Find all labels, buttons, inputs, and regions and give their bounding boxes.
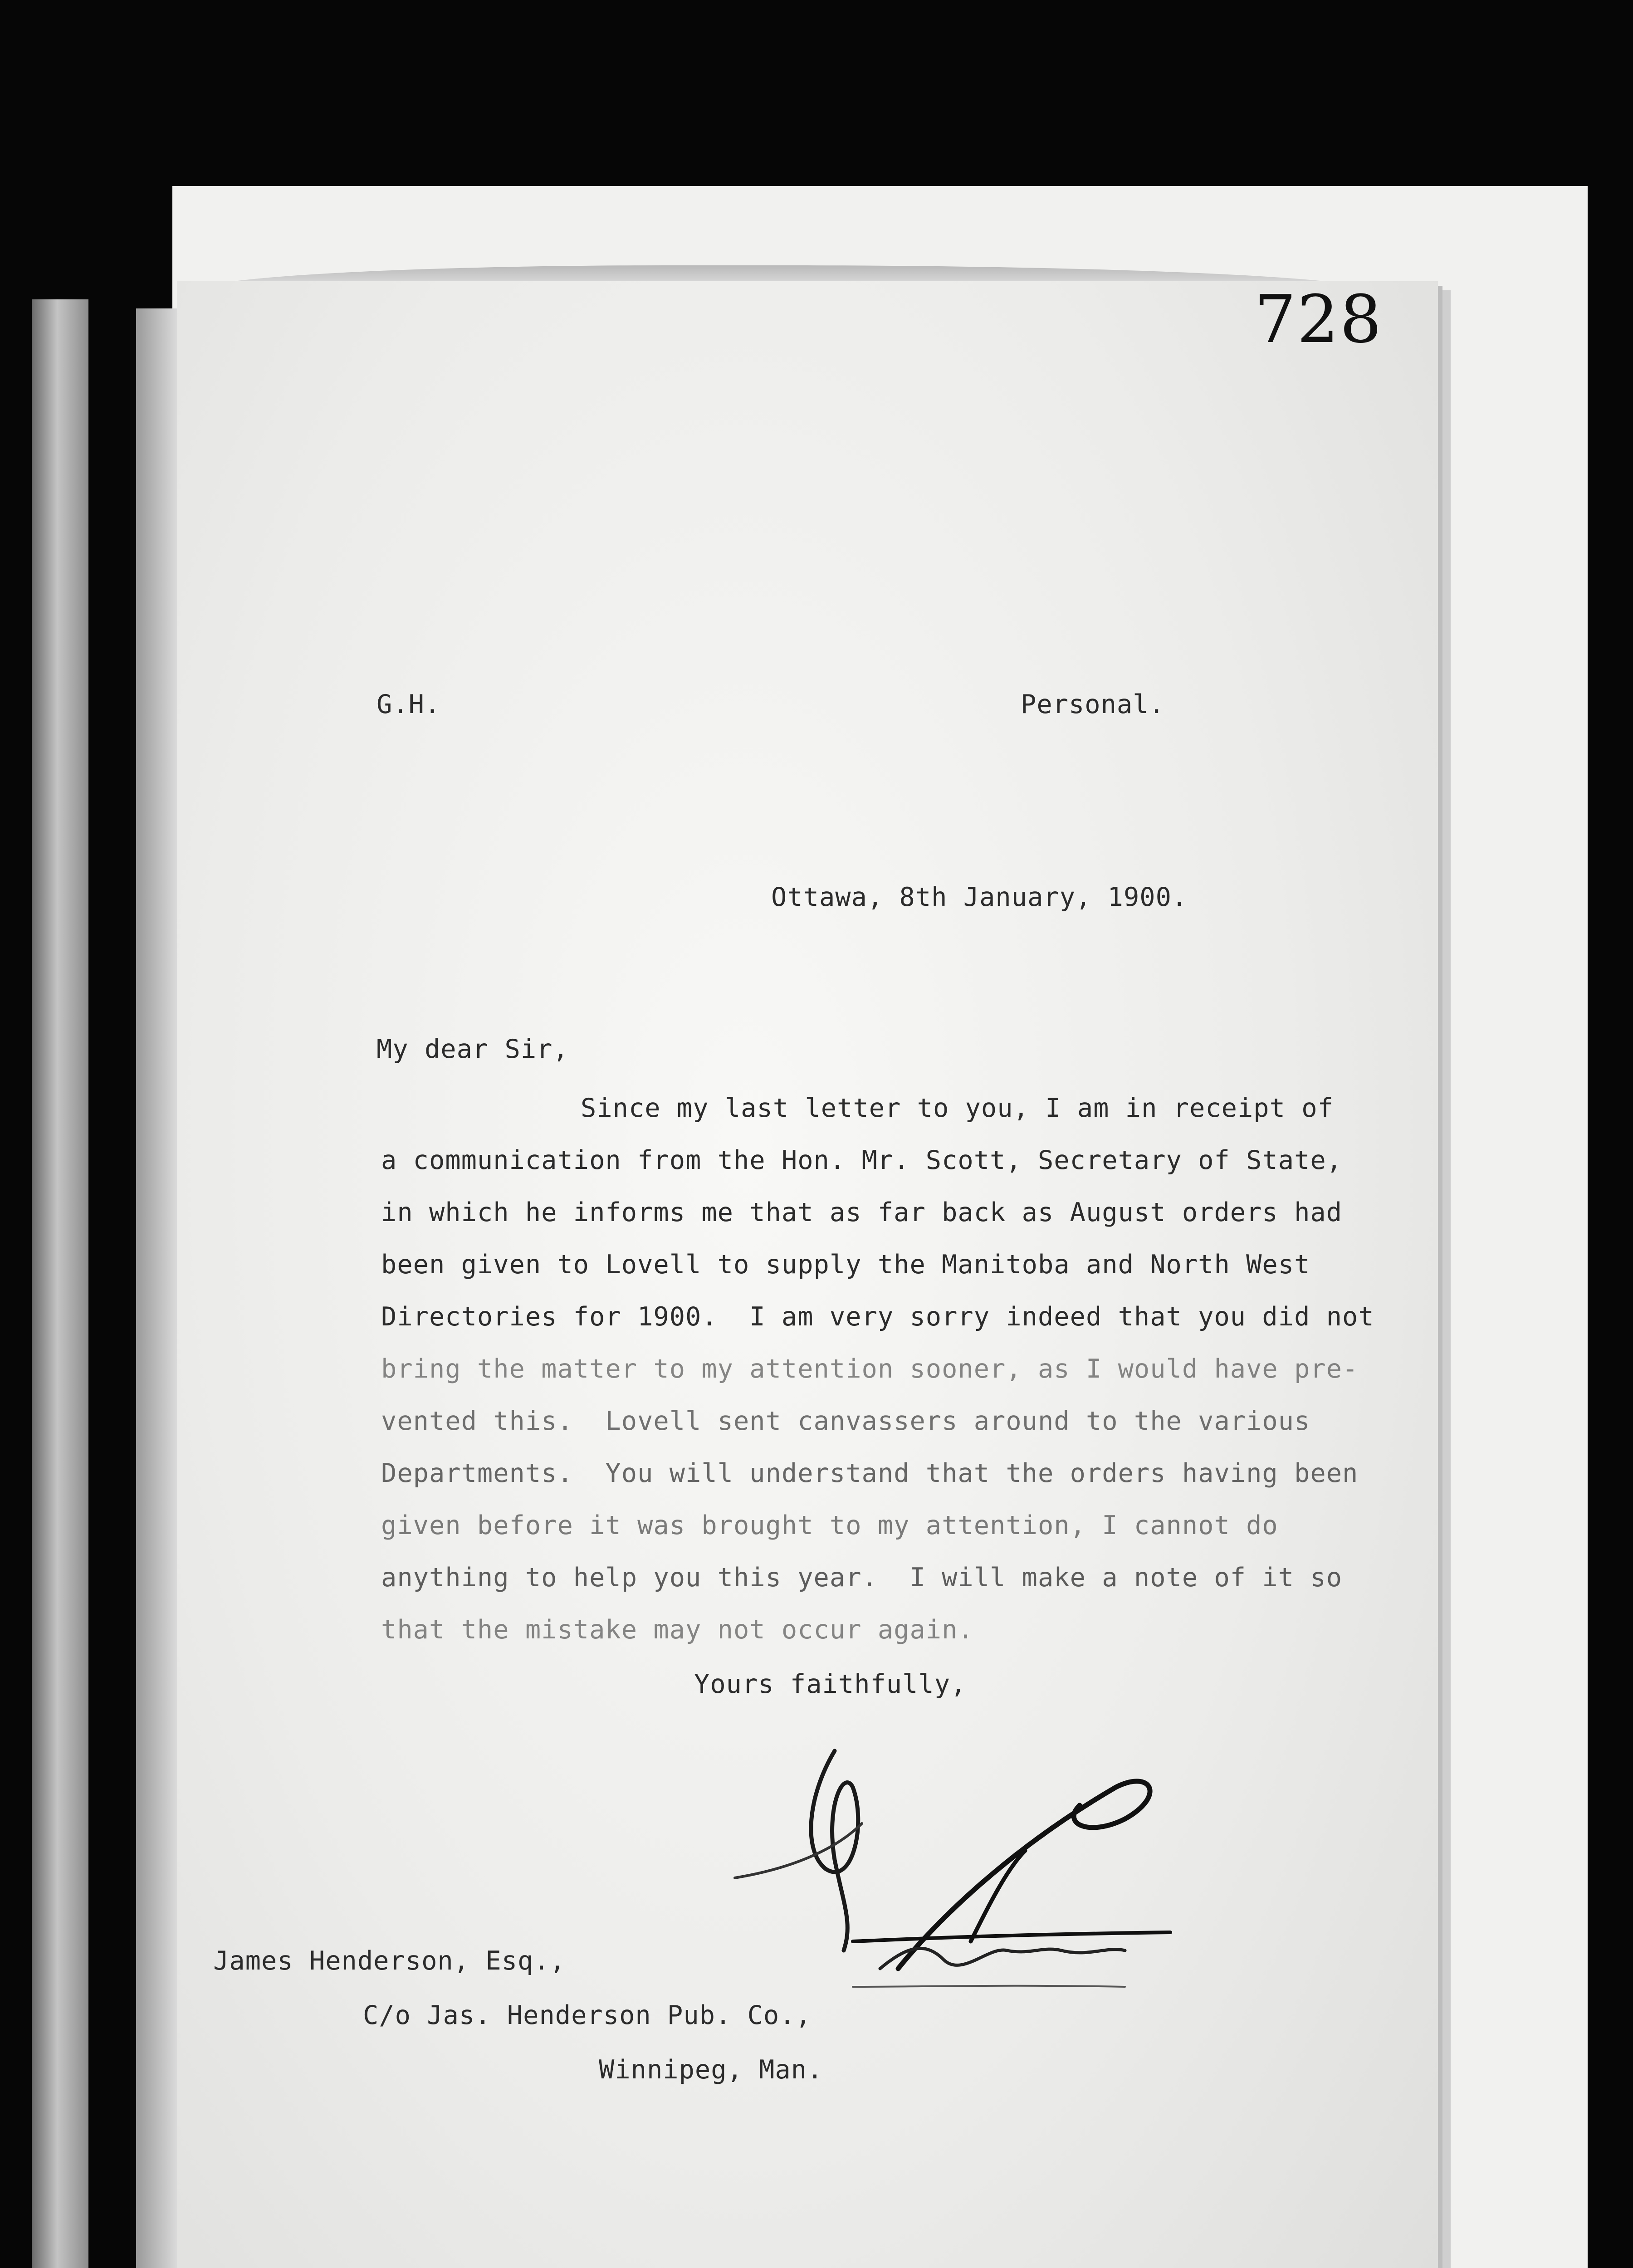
body-line: that the mistake may not occur again. xyxy=(381,1615,974,1645)
page-number: 728 xyxy=(1254,281,1383,358)
address-line: James Henderson, Esq., xyxy=(213,1946,566,1976)
signature-image xyxy=(717,1733,1207,2014)
letter-marking: Personal. xyxy=(1021,689,1165,719)
body-line: vented this. Lovell sent canvassers around to the various xyxy=(381,1406,1310,1436)
film-edge-strip xyxy=(32,299,88,2268)
body-line: Since my last letter to you, I am in receipt of xyxy=(581,1093,1334,1123)
page-edge-strip xyxy=(136,308,177,2268)
body-line: Departments. You will understand that the orders having been xyxy=(381,1458,1359,1488)
letter-initials: G.H. xyxy=(376,689,441,719)
letter-date: Ottawa, 8th January, 1900. xyxy=(771,882,1188,912)
body-line: been given to Lovell to supply the Manitoba and North West xyxy=(381,1250,1310,1280)
letter-closing: Yours faithfully, xyxy=(694,1669,967,1699)
body-line: given before it was brought to my attention, I cannot do xyxy=(381,1510,1278,1540)
body-line: Directories for 1900. I am very sorry indeed that you did not xyxy=(381,1302,1374,1332)
body-line: in which he informs me that as far back as August orders had xyxy=(381,1198,1343,1227)
address-line: Winnipeg, Man. xyxy=(599,2055,823,2085)
body-line: a communication from the Hon. Mr. Scott, Secretary of State, xyxy=(381,1145,1343,1175)
body-line: anything to help you this year. I will make a note of it so xyxy=(381,1563,1343,1593)
letter-salutation: My dear Sir, xyxy=(376,1034,569,1064)
address-line: C/o Jas. Henderson Pub. Co., xyxy=(363,2000,812,2030)
body-line: bring the matter to my attention sooner, as I would have pre- xyxy=(381,1354,1359,1384)
